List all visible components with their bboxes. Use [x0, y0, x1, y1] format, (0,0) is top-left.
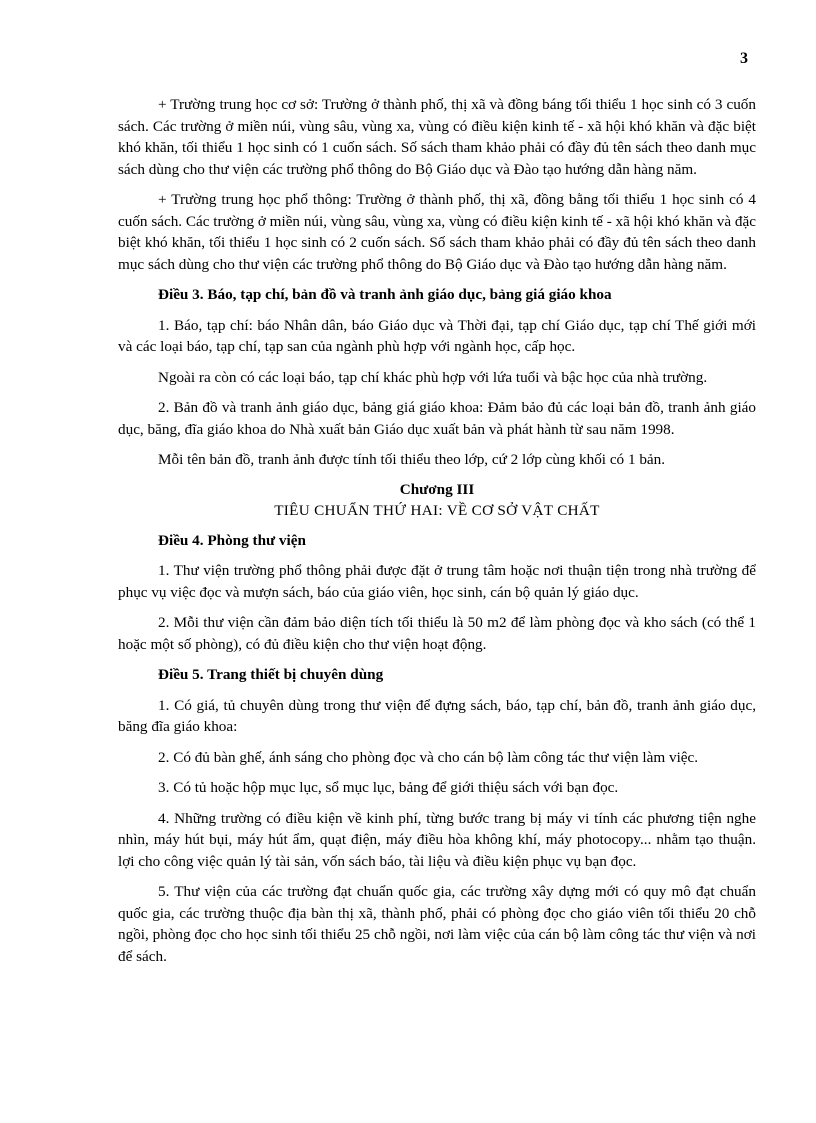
- paragraph: 4. Những trường có điều kiện về kinh phí, từng bước trang bị máy vi tính các phương tiện nghe nhìn, máy hút bụi, máy hút ẩm, quạt điện, máy điều hòa không khí, máy photocopy... nhằm tạo thuận. lợi cho công việc quản lý tài sản, vốn sách báo, tài liệu và điều kiện phục vụ bạn đọc.: [118, 809, 756, 870]
- paragraph: + Trường trung học cơ sở: Trường ở thành phố, thị xã và đồng báng tối thiểu 1 học sinh có 3 cuốn sách. Các trường ở miền núi, vùng sâu, vùng xa, vùng có điều kiện kinh tế - xã hội khó khăn và đặc biệt khó khăn, tối thiểu 1 học sinh có 1 cuốn sách. Số sách tham khảo phải có đầy đủ tên sách theo danh mục sách dùng cho thư viện các trường phổ thông do Bộ Giáo dục và Đào tạo hướng dẫn hàng năm.: [118, 96, 756, 178]
- paragraph: 5. Thư viện của các trường đạt chuẩn quốc gia, các trường xây dựng mới có quy mô đạt chuẩn quốc gia, các trường thuộc địa bàn thị xã, thành phố, phải có phòng đọc cho giáo viên tối thiểu 20 chỗ ngồi, phòng đọc cho học sinh tối thiểu 25 chỗ ngồi, nơi làm việc của cán bộ làm công tác thư viện và nơi để sách.: [118, 883, 756, 965]
- paragraph: 3. Có tủ hoặc hộp mục lục, sổ mục lục, bảng để giới thiệu sách với bạn đọc.: [158, 779, 619, 796]
- paragraph: Mỗi tên bản đồ, tranh ảnh được tính tối thiểu theo lớp, cứ 2 lớp cùng khối có 1 bản.: [158, 451, 666, 468]
- paragraph: 2. Bản đồ và tranh ảnh giáo dục, bảng giá giáo khoa: Đảm bảo đủ các loại bản đồ, tranh ảnh giáo dục, băng, đĩa giáo khoa do Nhà xuất bản Giáo dục xuất bản và phát hành từ sau năm 1998.: [118, 399, 756, 438]
- chapter-title: TIÊU CHUẨN THỨ HAI: VỀ CƠ SỞ VẬT CHẤT: [274, 501, 600, 519]
- paragraph: Ngoài ra còn có các loại báo, tạp chí khác phù hợp với lứa tuổi và bậc học của nhà trường.: [158, 368, 708, 386]
- paragraph: 2. Có đủ bàn ghế, ánh sáng cho phòng đọc và cho cán bộ làm công tác thư viện làm việc.: [158, 748, 699, 766]
- article-heading: Điều 5. Trang thiết bị chuyên dùng: [158, 666, 384, 683]
- paragraph: 2. Mỗi thư viện cần đảm bảo diện tích tối thiểu là 50 m2 để làm phòng đọc và kho sách (có thể 1 hoặc một số phòng), có đủ điều kiện cho thư viện hoạt động.: [118, 614, 756, 653]
- article-heading: Điều 3. Báo, tạp chí, bản đồ và tranh ảnh giáo dục, bảng giá giáo khoa: [158, 286, 612, 303]
- paragraph: + Trường trung học phổ thông: Trường ở thành phố, thị xã, đồng bằng tối thiểu 1 học sinh có 4 cuốn sách. Các trường ở miền núi, vùng sâu, vùng xa, vùng có điều kiện kinh tế - xã hội khó khăn và đặc biệt khó khăn, tối thiểu 1 học sinh có 2 cuốn sách. Số sách tham khảo phải có đầy đủ tên sách theo danh mục sách dùng cho thư viện các trường phổ thông do Bộ Giáo dục và Đào tạo hướng dẫn hàng năm.: [118, 191, 756, 273]
- paragraph: 1. Thư viện trường phổ thông phải được đặt ở trung tâm hoặc nơi thuận tiện trong nhà trường để phục vụ việc đọc và mượn sách, báo của giáo viên, học sinh, cán bộ quản lý giáo dục.: [118, 562, 756, 601]
- article-heading: Điều 4. Phòng thư viện: [158, 531, 306, 549]
- paragraph: 1. Báo, tạp chí: báo Nhân dân, báo Giáo dục và Thời đại, tạp chí Giáo dục, tạp chí Thế giới mới và các loại báo, tạp chí, tạp san của ngành phù hợp với ngành học, cấp học.: [118, 316, 756, 355]
- chapter-label: Chương III: [399, 480, 475, 498]
- document-body: [118, 94, 756, 976]
- paragraph: 1. Có giá, tủ chuyên dùng trong thư viện để đựng sách, báo, tạp chí, bản đồ, tranh ảnh giáo dục, băng đĩa giáo khoa:: [118, 696, 756, 735]
- page-number: 3: [740, 50, 748, 67]
